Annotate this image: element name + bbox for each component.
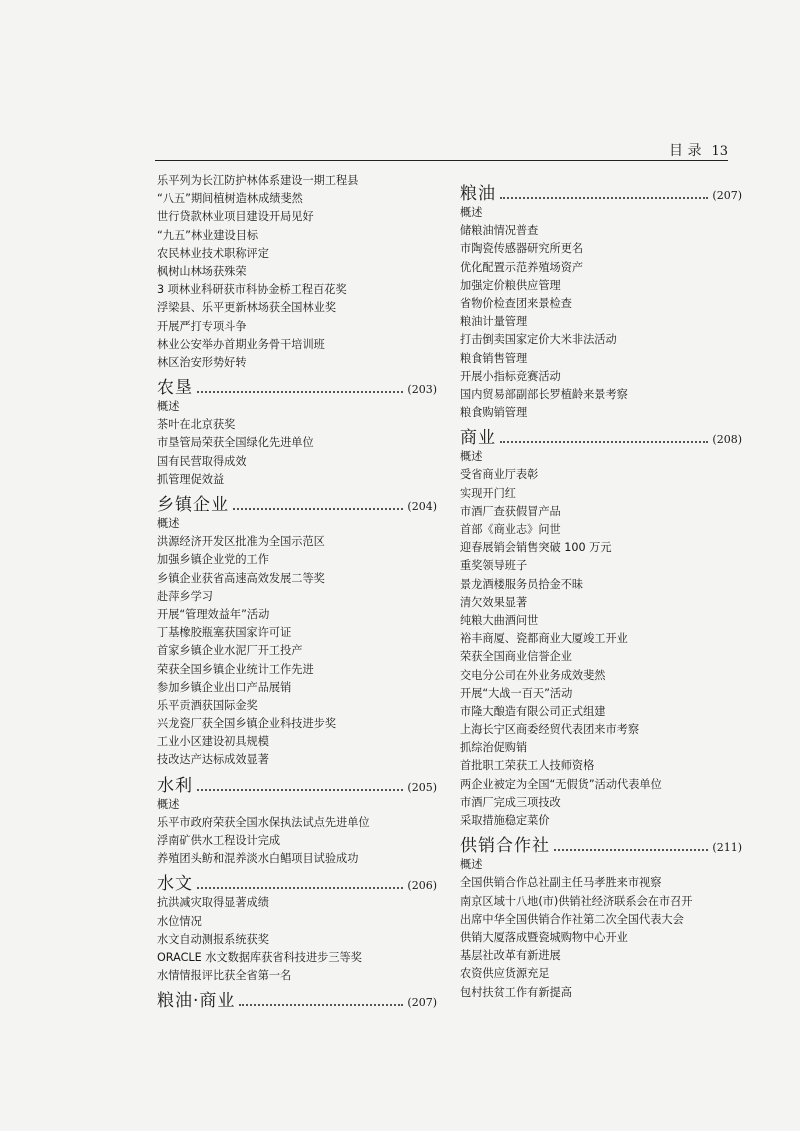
toc-section-heading[interactable] (157, 372, 437, 398)
toc-entry[interactable]: 世行贷款林业项目建设开局见好 (157, 210, 314, 224)
section-page-number: (211) (712, 841, 742, 855)
toc-entry[interactable]: 加强定价粮供应管理 (460, 278, 561, 292)
section-page-number: (208) (712, 433, 742, 447)
dot-leader (554, 849, 708, 851)
page-header (669, 140, 728, 160)
toc-entry[interactable]: 储粮油情况普查 (460, 224, 539, 238)
toc-entry[interactable]: 水情情报评比获全省第一名 (157, 969, 292, 983)
toc-entry[interactable]: “九五”林业建设目标 (157, 228, 259, 242)
section-name: 乡镇企业 (157, 495, 229, 515)
toc-entry[interactable]: 概述 (157, 400, 180, 414)
toc-entry[interactable]: 兴龙瓷厂获全国乡镇企业科技进步奖 (157, 717, 337, 731)
toc-entry[interactable]: 上海长宁区商委经贸代表团来市考察 (460, 723, 640, 737)
toc-entry[interactable]: 南京区域十八地(市)供销社经济联系会在市召开 (460, 894, 693, 908)
toc-entry[interactable]: 赴萍乡学习 (157, 589, 213, 603)
toc-entry[interactable]: 加强乡镇企业党的工作 (157, 553, 269, 567)
toc-entry[interactable]: 技改达产达标成效显著 (157, 753, 269, 767)
toc-entry[interactable]: 荣获全国商业信誉企业 (460, 650, 572, 664)
toc-entry[interactable]: 首家乡镇企业水泥厂开工投产 (157, 644, 303, 658)
toc-entry[interactable]: 市隆大酿造有限公司正式组建 (460, 704, 606, 718)
toc-entry[interactable]: 农资供应货源充足 (460, 967, 550, 981)
section-name: 农垦 (157, 378, 193, 399)
toc-entry[interactable]: 市酒厂完成三项技改 (460, 795, 561, 809)
toc-entry[interactable]: 出席中华全国供销合作社第二次全国代表大会 (460, 912, 684, 926)
toc-entry[interactable]: 荣获全国乡镇企业统计工作先进 (157, 662, 314, 676)
section-page-number: (206) (407, 879, 437, 893)
toc-entry[interactable]: 概述 (460, 858, 483, 872)
toc-entry[interactable]: 乐平列为长江防护林体系建设一期工程县 (157, 174, 359, 187)
toc-section-heading[interactable] (460, 178, 742, 204)
toc-section-heading[interactable] (157, 868, 437, 894)
section-name: 水利 (157, 775, 193, 796)
dot-leader (197, 391, 403, 393)
toc-entry[interactable]: 乐平市政府荣获全国水保执法试点先进单位 (157, 815, 370, 829)
toc-entry[interactable]: 参加乡镇企业出口产品展销 (157, 680, 292, 694)
section-page-number: (207) (407, 996, 437, 1010)
toc-entry[interactable]: 两企业被定为全国“无假货”活动代表单位 (460, 777, 662, 791)
toc-entry[interactable]: 概述 (157, 797, 180, 811)
header-rule (155, 160, 728, 161)
dot-leader (500, 441, 708, 443)
toc-entry[interactable]: 粮油计量管理 (460, 315, 528, 329)
toc-entry[interactable]: 清欠效果显著 (460, 595, 528, 609)
toc-entry[interactable]: 裕丰商厦、瓷都商业大厦竣工开业 (460, 632, 628, 646)
toc-entry[interactable]: 受省商业厅表彰 (460, 468, 539, 482)
section-name: 粮油·商业 (157, 991, 236, 1012)
toc-entry[interactable]: 全国供销合作总社副主任马孝胜来市视察 (460, 876, 662, 890)
toc-entry[interactable]: “八五”期间植树造林成绩斐然 (157, 192, 303, 206)
dot-leader (239, 1004, 403, 1006)
header-page-number: 13 (711, 144, 728, 159)
toc-entry[interactable]: 国有民营取得成效 (157, 454, 247, 468)
dot-leader (197, 789, 403, 791)
section-name: 商业 (460, 428, 496, 449)
toc-entry[interactable]: 供销大厦落成暨瓷城购物中心开业 (460, 930, 628, 944)
toc-entry[interactable]: 市陶瓷传感器研究所更名 (460, 242, 584, 256)
toc-entry[interactable]: 交电分公司在外业务成效斐然 (460, 668, 606, 682)
toc-entry[interactable]: 抓综治促购销 (460, 741, 528, 755)
toc-entry[interactable]: 景龙酒楼服务员拾金不昧 (460, 577, 584, 591)
section-name: 水文 (157, 874, 193, 895)
toc-entry[interactable]: 包村扶贫工作有新提高 (460, 985, 572, 999)
toc-entry[interactable]: 市垦管局荣获全国绿化先进单位 (157, 436, 314, 450)
toc-entry[interactable]: 实现开门红 (460, 486, 516, 500)
section-name: 粮油 (460, 184, 496, 204)
toc-entry[interactable]: 市酒厂查获假冒产品 (460, 504, 561, 518)
section-page-number: (203) (407, 383, 437, 397)
toc-section-heading[interactable] (157, 770, 437, 796)
toc-entry[interactable]: 国内贸易部副部长罗植龄来景考察 (460, 387, 628, 401)
toc-entry[interactable]: 首部《商业志》问世 (460, 523, 561, 536)
toc-entry[interactable]: 概述 (157, 517, 180, 530)
toc-entry[interactable]: 乐平贡酒获国际金奖 (157, 698, 258, 712)
toc-entry[interactable]: 浮梁县、乐平更新林场获全国林业奖 (157, 301, 337, 315)
toc-entry[interactable]: 重奖领导班子 (460, 559, 528, 573)
toc-entry[interactable]: 水文自动测报系统获奖 (157, 932, 269, 946)
toc-entry[interactable]: 茶叶在北京获奖 (157, 418, 236, 432)
toc-section-heading[interactable] (157, 985, 437, 1011)
toc-entry[interactable]: 乡镇企业获省高速高效发展二等奖 (157, 571, 325, 585)
section-page-number: (207) (712, 189, 742, 202)
toc-entry[interactable]: 概述 (460, 450, 483, 464)
section-name: 供销合作社 (460, 836, 550, 857)
toc-entry[interactable]: 抓管理促效益 (157, 472, 225, 486)
toc-entry[interactable]: 洪源经济开发区批准为全国示范区 (157, 535, 325, 549)
toc-entry[interactable]: 开展“管理效益年”活动 (157, 607, 270, 621)
toc-entry[interactable]: 浮南矿供水工程设计完成 (157, 834, 281, 847)
toc-entry[interactable]: 抗洪减灾取得显著成绩 (157, 896, 269, 910)
toc-entry[interactable]: 首批职工荣获工人技师资格 (460, 759, 595, 773)
toc-entry[interactable]: 水位情况 (157, 914, 202, 928)
dot-leader (500, 197, 708, 199)
dot-leader (197, 887, 403, 889)
toc-entry[interactable]: 纯粮大曲酒问世 (460, 613, 539, 627)
toc-entry[interactable]: 枫树山林场获殊荣 (157, 264, 247, 278)
toc-entry[interactable]: 迎春展销会销售突破 100 万元 (460, 541, 612, 555)
toc-entry[interactable]: 开展“大战一百天”活动 (460, 686, 573, 700)
toc-entry[interactable]: 打击倒卖国家定价大米非法活动 (460, 333, 617, 347)
toc-section-heading[interactable] (157, 489, 437, 515)
toc-section-heading[interactable] (460, 830, 742, 856)
header-title: 目 录 (669, 143, 702, 159)
toc-entry[interactable]: 采取措施稳定菜价 (460, 814, 550, 827)
toc-entry[interactable]: 林区治安形势好转 (157, 355, 247, 369)
toc-entry[interactable]: ORACLE 水文数据库获省科技进步三等奖 (157, 950, 362, 964)
section-page-number: (205) (407, 780, 437, 794)
section-page-number: (204) (407, 500, 437, 513)
toc-entry[interactable]: 优化配置示范养殖场资产 (460, 260, 584, 274)
toc-entry[interactable]: 养殖团头鲂和混养淡水白鲳项目试验成功 (157, 852, 359, 866)
toc-entry[interactable]: 粮食购销管理 (460, 406, 528, 420)
toc-entry[interactable]: 工业小区建设初具规模 (157, 735, 269, 749)
toc-right-column (460, 178, 742, 1002)
toc-entry[interactable]: 概述 (460, 206, 483, 219)
toc-entry[interactable]: 粮食销售管理 (460, 351, 528, 365)
toc-entry[interactable]: 丁基橡胶瓶塞获国家许可证 (157, 626, 292, 640)
toc-entry[interactable]: 农民林业技术职称评定 (157, 246, 269, 260)
dot-leader (233, 508, 403, 510)
toc-entry[interactable]: 基层社改革有新进展 (460, 949, 561, 963)
toc-entry[interactable]: 开展小指标竞赛活动 (460, 369, 561, 383)
toc-entry[interactable]: 开展严打专项斗争 (157, 319, 247, 333)
toc-section-heading[interactable] (460, 422, 742, 448)
toc-left-column (157, 172, 437, 1011)
toc-entry[interactable]: 3 项林业科研获市科协金桥工程百花奖 (157, 283, 347, 297)
toc-entry[interactable]: 省物价检查团来景检查 (460, 296, 572, 310)
toc-entry[interactable]: 林业公安举办首期业务骨干培训班 (157, 337, 325, 351)
